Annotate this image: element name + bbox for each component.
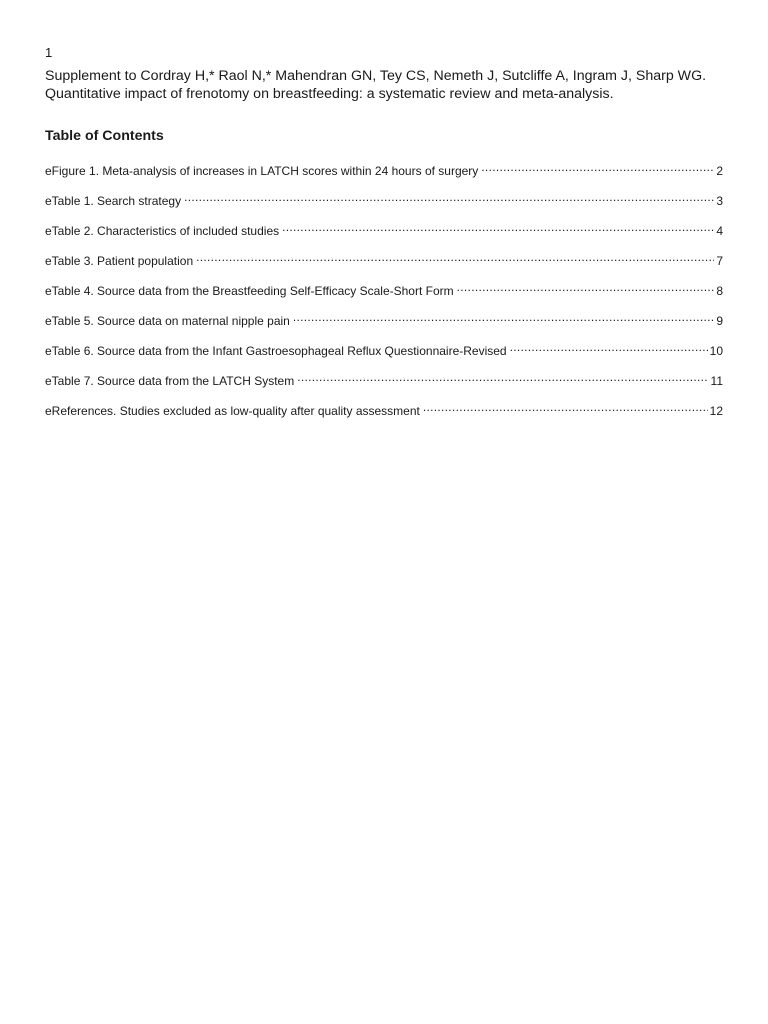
supplement-citation: Supplement to Cordray H,* Raol N,* Mahendran GN, Tey CS, Nemeth J, Sutcliffe A, Ingram J, Sharp WG. Quantitative impact of frenotomy on breastfeeding: a systematic review and meta-analysis. (45, 68, 707, 102)
toc-entry-ereferences[interactable] (45, 399, 723, 429)
toc-entry-title: eTable 6. Source data from the Infant Gastroesophageal Reflux Questionnaire-Revised (45, 344, 507, 358)
toc-dot-leader (282, 219, 714, 235)
toc-entry-etable-4[interactable] (45, 279, 723, 309)
toc-entry-etable-6[interactable] (45, 339, 723, 369)
toc-entry-page: 7 (716, 254, 723, 268)
toc-entry-page: 4 (716, 224, 723, 238)
toc-entry-etable-3[interactable] (45, 249, 723, 279)
toc-entry-page: 9 (716, 314, 723, 328)
toc-entry-page: 11 (710, 374, 723, 388)
toc-dot-leader (481, 159, 714, 175)
toc-entry-page: 3 (716, 194, 723, 208)
toc-dot-leader (297, 369, 708, 385)
page-number: 1 (45, 45, 53, 60)
toc-dot-leader (457, 279, 715, 295)
toc-dot-leader (423, 399, 708, 415)
toc-entry-page: 8 (716, 284, 723, 298)
toc-entry-title: eTable 3. Patient population (45, 254, 194, 268)
toc-entry-page: 12 (709, 404, 723, 418)
toc-entry-etable-7[interactable] (45, 369, 723, 399)
toc-dot-leader (510, 339, 708, 355)
toc-entry-title: eTable 4. Source data from the Breastfeeding Self-Efficacy Scale-Short Form (45, 284, 454, 298)
document-page (45, 44, 723, 429)
toc-entry-efigure-1[interactable] (45, 159, 723, 189)
toc-entry-etable-1[interactable] (45, 189, 723, 219)
toc-entry-title: eFigure 1. Meta-analysis of increases in LATCH scores within 24 hours of surgery (45, 164, 479, 178)
toc-dot-leader (293, 309, 714, 325)
toc-entry-title: eReferences. Studies excluded as low-quality after quality assessment (45, 404, 420, 418)
toc-entry-title: eTable 7. Source data from the LATCH System (45, 374, 295, 388)
toc-entry-title: eTable 1. Search strategy (45, 194, 182, 208)
toc-entry-title: eTable 2. Characteristics of included studies (45, 224, 280, 238)
toc-dot-leader (196, 249, 714, 265)
toc-entry-page: 2 (716, 164, 723, 178)
toc-entry-etable-5[interactable] (45, 309, 723, 339)
toc-heading: Table of Contents (45, 128, 164, 144)
toc-dot-leader (184, 189, 714, 205)
toc-entry-page: 10 (709, 344, 723, 358)
toc-entry-etable-2[interactable] (45, 219, 723, 249)
toc-entry-title: eTable 5. Source data on maternal nipple pain (45, 314, 290, 328)
table-of-contents (45, 159, 723, 429)
